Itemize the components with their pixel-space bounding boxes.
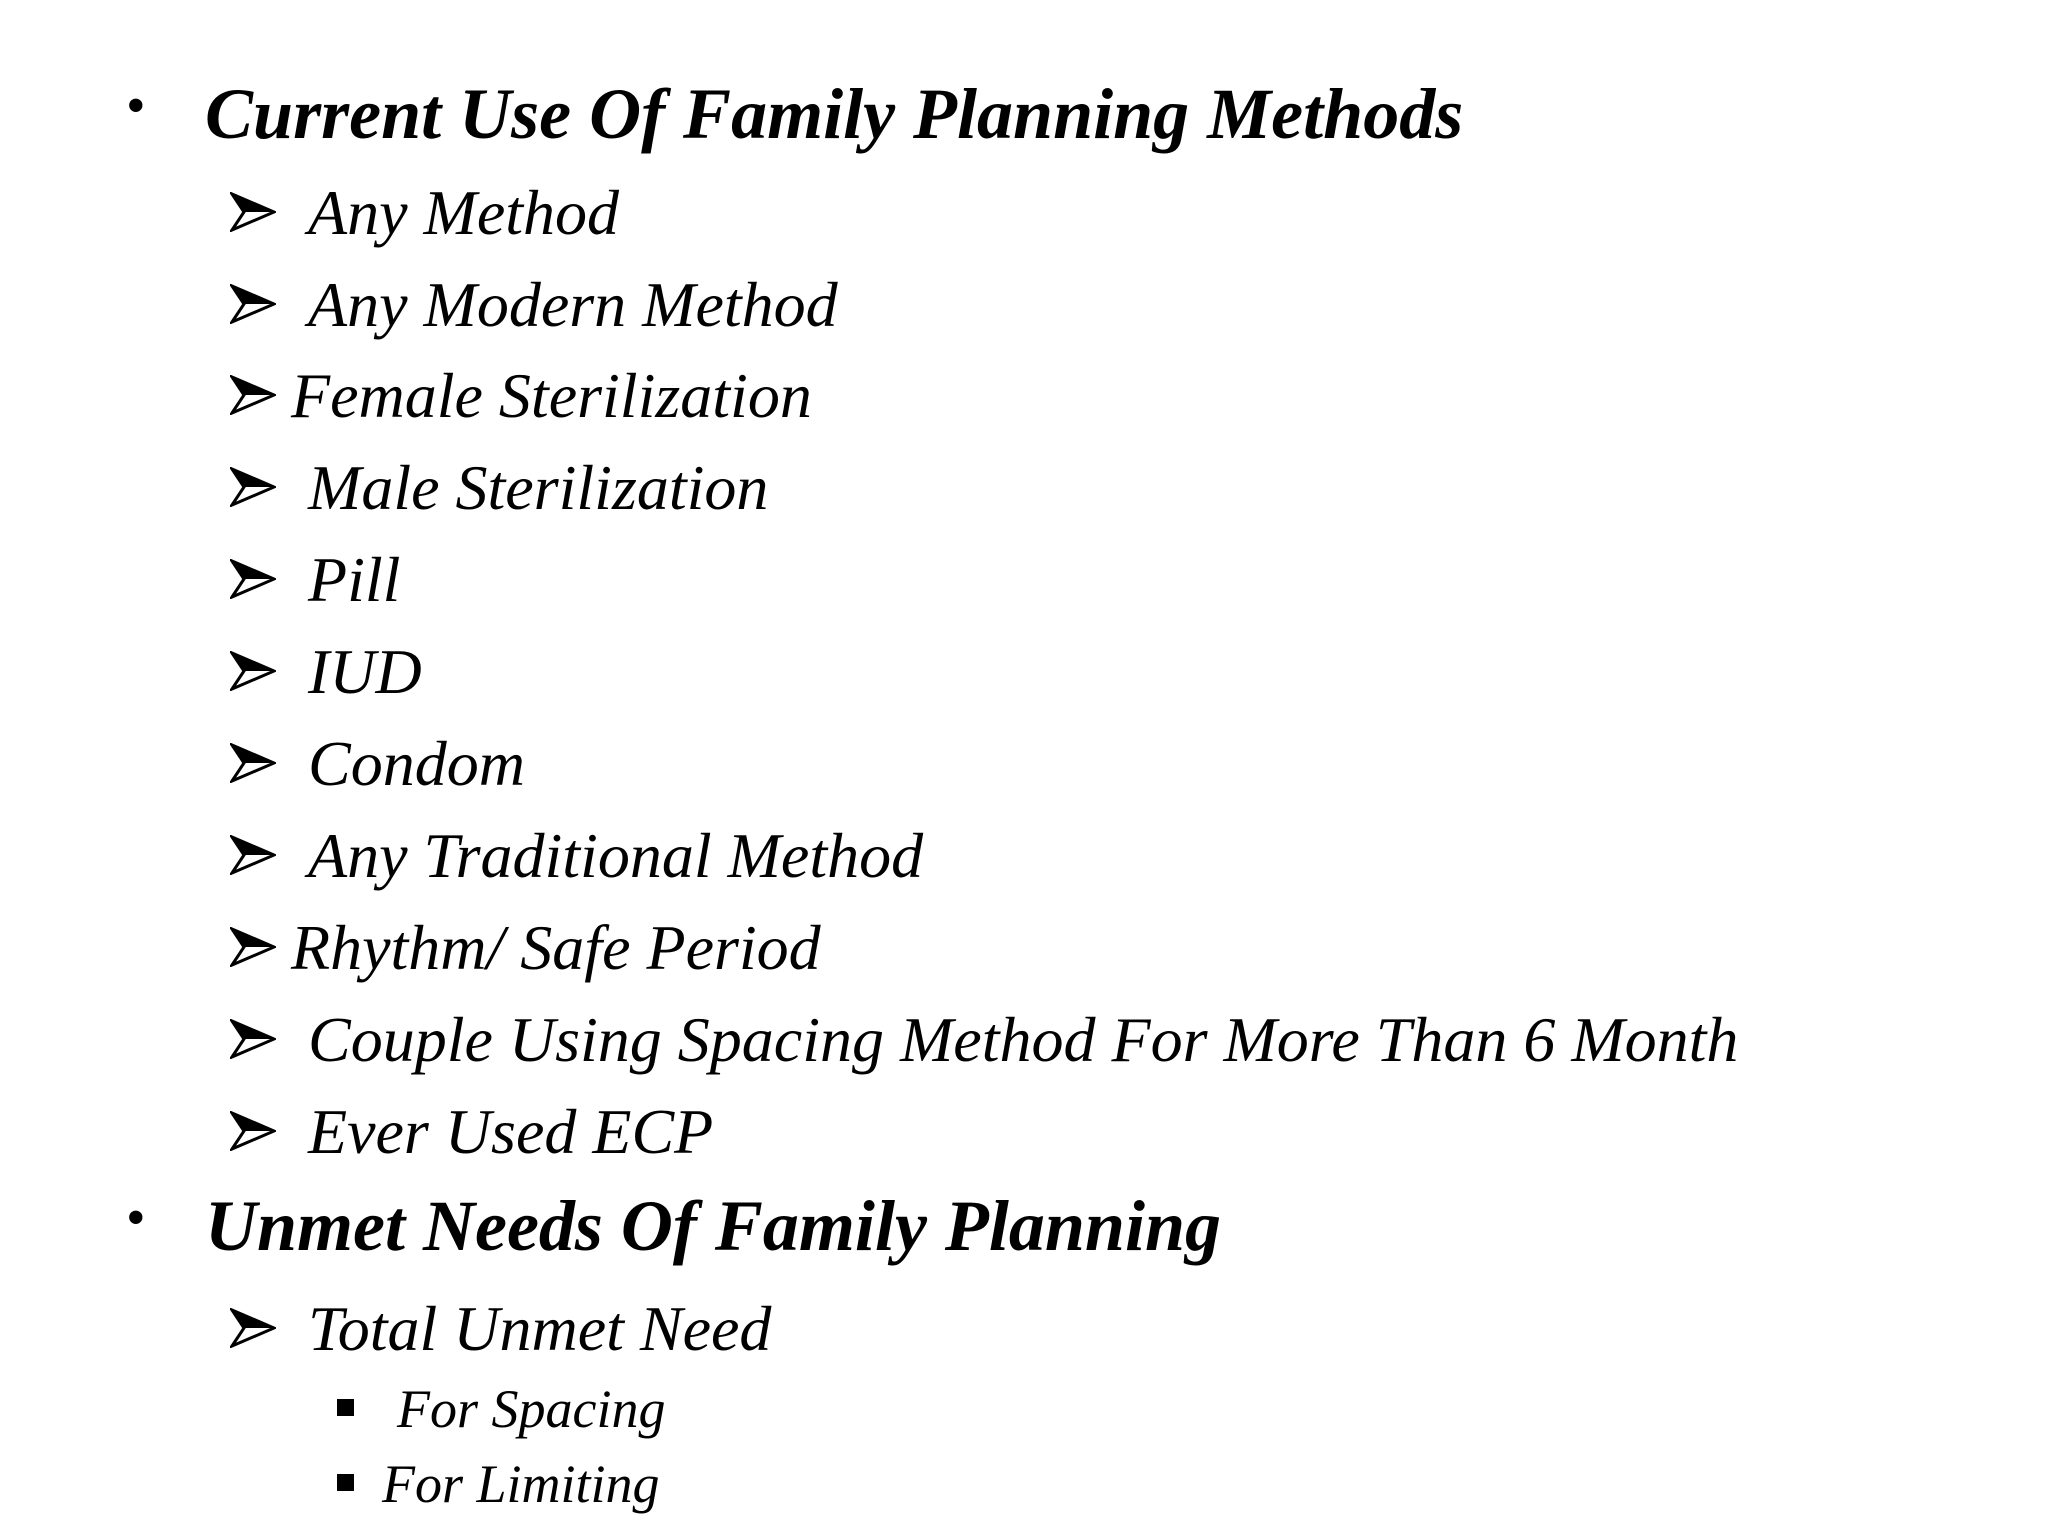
square-bullet-icon [337, 1399, 354, 1416]
arrowhead-bullet-icon [230, 284, 276, 324]
square-bullet-icon [337, 1474, 354, 1491]
list-item-label: Couple Using Spacing Method For More Than 6 Month [308, 1004, 1739, 1075]
list-item-label: Female Sterilization [291, 360, 812, 431]
sub-list-item-label: For Spacing [397, 1379, 666, 1439]
arrowhead-bullet-icon [230, 1308, 276, 1348]
section-heading-text: Unmet Needs Of Family Planning [205, 1186, 1222, 1266]
arrowhead-bullet-icon [230, 192, 276, 232]
list-item-label: Male Sterilization [308, 452, 769, 523]
arrowhead-bullet-icon [230, 467, 276, 507]
arrowhead-bullet-icon [230, 927, 276, 967]
list-item-label: Any Modern Method [308, 269, 838, 340]
section-heading-text: Current Use Of Family Planning Methods [205, 74, 1464, 154]
arrowhead-bullet-icon [230, 1019, 276, 1059]
arrowhead-bullet-icon [230, 1111, 276, 1151]
arrowhead-bullet-icon [230, 559, 276, 599]
round-bullet: • [126, 1187, 146, 1249]
list-item-label: Condom [308, 728, 525, 799]
list-item-label: Any Traditional Method [308, 820, 924, 891]
list-item-label: Pill [308, 544, 401, 615]
sub-list-item-label: For Limiting [382, 1454, 660, 1514]
arrowhead-bullet-icon [230, 375, 276, 415]
list-item-label: Ever Used ECP [308, 1096, 714, 1167]
list-item-label: Total Unmet Need [308, 1293, 772, 1364]
list-item-label: Any Method [308, 177, 619, 248]
arrowhead-bullet-icon [230, 835, 276, 875]
round-bullet: • [126, 75, 146, 137]
arrowhead-bullet-icon [230, 743, 276, 783]
arrowhead-bullet-icon [230, 651, 276, 691]
list-item-label: Rhythm/ Safe Period [291, 912, 821, 983]
list-item-label: IUD [308, 636, 422, 707]
